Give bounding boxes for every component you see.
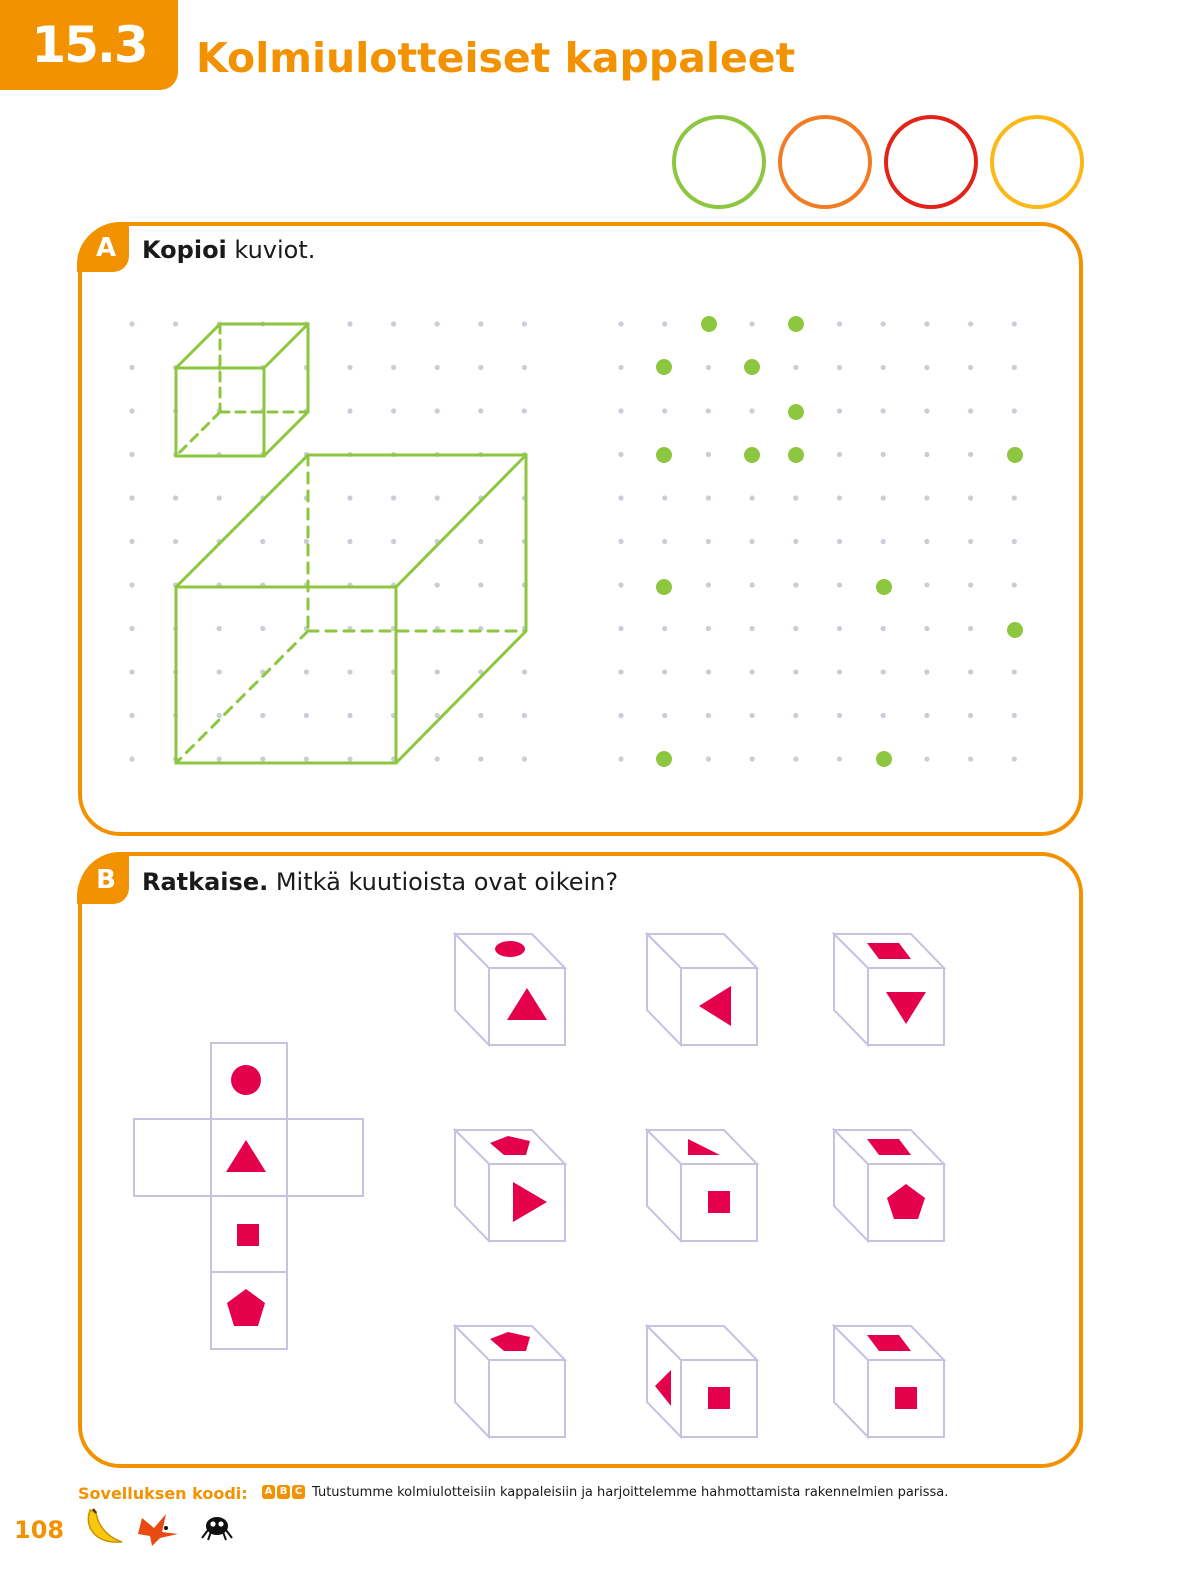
footer-icons <box>80 1506 250 1551</box>
grid-dot <box>435 321 440 326</box>
cube-option[interactable] <box>834 934 944 1045</box>
grid-dot <box>706 626 711 631</box>
grid-dot <box>924 321 929 326</box>
grid-dot <box>924 495 929 500</box>
grid-dot <box>706 539 711 544</box>
grid-dot <box>173 495 178 500</box>
grid-dot <box>706 713 711 718</box>
grid-dot <box>435 495 440 500</box>
grid-dot <box>793 495 798 500</box>
grid-dot <box>522 321 527 326</box>
grid-dot <box>968 539 973 544</box>
grid-dot <box>706 669 711 674</box>
grid-dot <box>478 582 483 587</box>
grid-dot <box>217 626 222 631</box>
grid-dot <box>1012 582 1017 587</box>
grid-dot <box>347 669 352 674</box>
cube-option[interactable] <box>834 1326 944 1437</box>
grid-dot <box>881 713 886 718</box>
grid-dot <box>129 452 134 457</box>
cube-net <box>134 1043 363 1349</box>
grid-dot <box>1012 756 1017 761</box>
grid-dot <box>173 321 178 326</box>
small-cube-drawing <box>176 324 308 456</box>
grid-dot <box>662 626 667 631</box>
grid-dot <box>217 756 222 761</box>
grid-dot <box>478 408 483 413</box>
grid-dot <box>347 756 352 761</box>
grid-dot <box>129 539 134 544</box>
grid-dot <box>391 321 396 326</box>
grid-dot <box>881 539 886 544</box>
grid-dot <box>347 713 352 718</box>
grid-dot <box>173 539 178 544</box>
grid-dot <box>837 495 842 500</box>
grid-dot <box>837 582 842 587</box>
grid-dot <box>837 626 842 631</box>
grid-dot <box>706 582 711 587</box>
grid-dot <box>391 539 396 544</box>
grid-dot <box>793 669 798 674</box>
grid-dot <box>750 582 755 587</box>
grid-dot <box>662 669 667 674</box>
grid-dot <box>750 408 755 413</box>
grid-dot <box>968 495 973 500</box>
grid-dot <box>968 452 973 457</box>
grid-dot <box>750 495 755 500</box>
grid-dot <box>924 452 929 457</box>
grid-dot <box>750 713 755 718</box>
grid-dot <box>924 626 929 631</box>
grid-dot <box>968 365 973 370</box>
grid-dot <box>881 626 886 631</box>
task-a-letter: A <box>95 233 117 263</box>
grid-dot <box>618 408 623 413</box>
grid-dot <box>435 756 440 761</box>
grid-dot <box>750 669 755 674</box>
grid-dot <box>924 669 929 674</box>
grid-dot <box>881 452 886 457</box>
grid-dot <box>662 408 667 413</box>
grid-dot <box>618 582 623 587</box>
grid-dot <box>478 756 483 761</box>
task-a-rest: kuviot. <box>226 236 316 264</box>
grid-dot <box>129 321 134 326</box>
grid-dot <box>793 365 798 370</box>
grid-dot <box>618 452 623 457</box>
grid-dot <box>968 669 973 674</box>
grid-dot <box>522 669 527 674</box>
grid-dot <box>924 365 929 370</box>
cube-option[interactable] <box>647 1326 757 1437</box>
task-b-verb: Ratkaise. <box>142 868 269 896</box>
grid-dot <box>618 365 623 370</box>
grid-dot <box>260 756 265 761</box>
grid-dot <box>924 713 929 718</box>
cube-option[interactable] <box>647 1130 757 1241</box>
grid-dot <box>217 713 222 718</box>
banana-icon <box>88 1509 122 1542</box>
grid-dot <box>750 756 755 761</box>
code-letter-a: A <box>262 1485 275 1499</box>
grid-dot <box>618 756 623 761</box>
grid-dot <box>706 408 711 413</box>
grid-dot <box>837 756 842 761</box>
grid-dot <box>968 321 973 326</box>
grid-dot <box>881 321 886 326</box>
grid-dot <box>129 582 134 587</box>
code-letter-b: B <box>277 1485 290 1499</box>
grid-dot <box>435 582 440 587</box>
cube-option[interactable] <box>647 934 757 1045</box>
grid-dot <box>750 321 755 326</box>
grid-dot <box>793 539 798 544</box>
task-b-rest: Mitkä kuutioista ovat oikein? <box>268 868 619 896</box>
grid-dot <box>129 756 134 761</box>
grid-dot <box>706 452 711 457</box>
grid-dot <box>793 626 798 631</box>
grid-dot <box>217 669 222 674</box>
grid-dot <box>662 539 667 544</box>
grid-dot <box>522 365 527 370</box>
grid-dot <box>347 321 352 326</box>
grid-dot <box>618 539 623 544</box>
grid-dot <box>618 626 623 631</box>
cube-option[interactable] <box>455 1326 565 1437</box>
grid-dot <box>217 495 222 500</box>
grid-dot <box>924 408 929 413</box>
grid-dot <box>391 365 396 370</box>
grid-dot <box>347 495 352 500</box>
grid-dot <box>706 495 711 500</box>
grid-dot <box>1012 539 1017 544</box>
grid-dot <box>129 669 134 674</box>
grid-dot <box>750 626 755 631</box>
grid-dot <box>129 408 134 413</box>
grid-dot <box>706 756 711 761</box>
grid-dot <box>260 626 265 631</box>
grid-dot <box>750 539 755 544</box>
grid-dot <box>618 713 623 718</box>
spider-icon <box>202 1518 232 1540</box>
grid-dot <box>391 495 396 500</box>
dot-grid-left <box>129 321 527 761</box>
grid-dot <box>347 408 352 413</box>
grid-dot <box>662 713 667 718</box>
grid-dot <box>347 539 352 544</box>
grid-dot <box>881 669 886 674</box>
grid-dot <box>837 321 842 326</box>
grid-dot <box>522 713 527 718</box>
bird-icon <box>138 1514 178 1546</box>
grid-dot <box>304 713 309 718</box>
grid-dot <box>478 365 483 370</box>
grid-dot <box>304 669 309 674</box>
grid-dot <box>881 408 886 413</box>
grid-dot <box>924 756 929 761</box>
dot-grid-right[interactable] <box>618 321 1017 761</box>
grid-dot <box>662 495 667 500</box>
grid-dot <box>968 582 973 587</box>
grid-dot <box>968 713 973 718</box>
footer-description: Tutustumme kolmiulotteisiin kappaleisiin ja harjoittelemme hahmottamista rakennelmien parissa. <box>312 1485 949 1500</box>
grid-dot <box>837 365 842 370</box>
grid-dot <box>837 713 842 718</box>
task-a-verb: Kopioi <box>142 236 227 264</box>
grid-dot <box>478 713 483 718</box>
page-title: Kolmiulotteiset kappaleet <box>196 34 796 82</box>
grid-dot <box>793 713 798 718</box>
app-code-letters <box>262 1485 305 1499</box>
grid-dot <box>706 365 711 370</box>
cube-option[interactable] <box>455 1130 565 1241</box>
grid-dot <box>1012 408 1017 413</box>
grid-dot <box>837 539 842 544</box>
grid-dot <box>924 582 929 587</box>
task-b-letter: B <box>96 865 116 895</box>
grid-dot <box>304 756 309 761</box>
grid-dot <box>260 713 265 718</box>
grid-dot <box>391 408 396 413</box>
grid-dot <box>478 321 483 326</box>
grid-dot <box>1012 321 1017 326</box>
grid-dot <box>924 539 929 544</box>
grid-dot <box>968 626 973 631</box>
grid-dot <box>618 495 623 500</box>
grid-dot <box>968 756 973 761</box>
grid-dot <box>1012 669 1017 674</box>
grid-dot <box>837 452 842 457</box>
grid-dot <box>129 626 134 631</box>
grid-dot <box>435 408 440 413</box>
grid-dot <box>881 365 886 370</box>
section-number: 15.3 <box>31 16 147 74</box>
cube-option[interactable] <box>834 1130 944 1241</box>
grid-dot <box>260 539 265 544</box>
grid-dot <box>618 321 623 326</box>
cube-option[interactable] <box>455 934 565 1045</box>
grid-dot <box>662 321 667 326</box>
grid-dot <box>1012 495 1017 500</box>
grid-dot <box>129 365 134 370</box>
grid-dot <box>1012 713 1017 718</box>
grid-dot <box>793 582 798 587</box>
grid-dot <box>304 539 309 544</box>
grid-dot <box>837 669 842 674</box>
grid-dot <box>435 365 440 370</box>
grid-dot <box>837 408 842 413</box>
grid-dot <box>522 756 527 761</box>
grid-dot <box>478 539 483 544</box>
grid-dot <box>522 408 527 413</box>
page-number: 108 <box>14 1516 65 1544</box>
app-code-label: Sovelluksen koodi: <box>78 1484 248 1503</box>
grid-dot <box>793 756 798 761</box>
code-letter-c: C <box>292 1485 305 1499</box>
grid-dot <box>1012 365 1017 370</box>
grid-dot <box>129 713 134 718</box>
grid-dot <box>881 495 886 500</box>
grid-dot <box>347 365 352 370</box>
grid-dot <box>435 669 440 674</box>
grid-dot <box>618 669 623 674</box>
grid-dot <box>129 495 134 500</box>
grid-dot <box>968 408 973 413</box>
